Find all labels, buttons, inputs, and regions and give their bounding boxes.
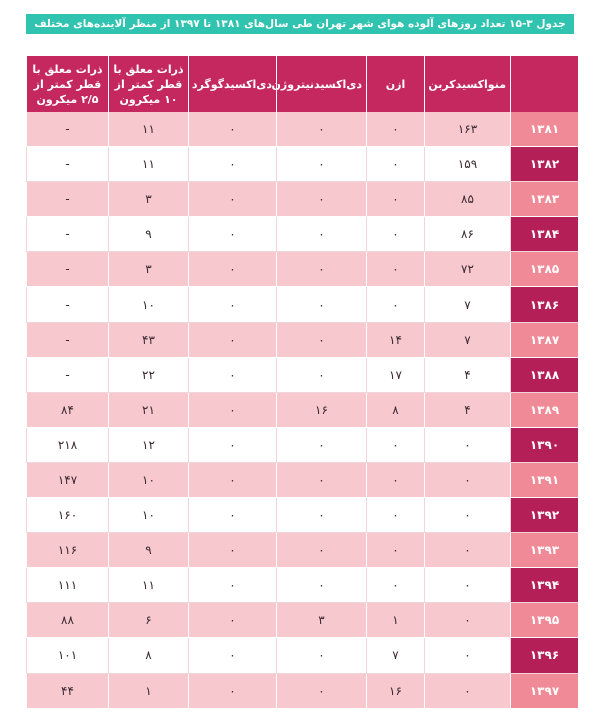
cell-no2: ۰ [276,498,366,533]
cell-no2: ۰ [276,323,366,358]
cell-pm25: ۱۱۶ [26,533,108,568]
cell-o3: ۷ [366,638,424,673]
cell-so2: ۰ [188,568,276,603]
cell-no2: ۰ [276,217,366,252]
year-cell: ۱۳۸۷ [510,323,578,358]
cell-so2: ۰ [188,674,276,709]
cell-no2: ۰ [276,674,366,709]
cell-so2: ۰ [188,638,276,673]
cell-no2: ۱۶ [276,393,366,428]
cell-co: ۸۶ [424,217,510,252]
cell-pm25: ۲۱۸ [26,428,108,463]
cell-co: ۸۵ [424,182,510,217]
cell-pm25: ۱۶۰ [26,498,108,533]
cell-co: ۱۶۳ [424,112,510,147]
year-cell: ۱۳۹۲ [510,498,578,533]
cell-pm10: ۴۳ [108,323,188,358]
year-cell: ۱۳۹۰ [510,428,578,463]
table-row [26,533,578,568]
cell-pm10: ۳ [108,182,188,217]
cell-pm10: ۲۲ [108,358,188,393]
cell-o3: ۱۷ [366,358,424,393]
table-row [26,358,578,393]
cell-pm10: ۱۲ [108,428,188,463]
cell-co: ۰ [424,533,510,568]
cell-pm25: ۸۸ [26,603,108,638]
cell-pm25: ۱۴۷ [26,463,108,498]
cell-pm10: ۱۰ [108,463,188,498]
cell-pm25: - [26,147,108,182]
table-row [26,498,578,533]
cell-no2: ۰ [276,252,366,287]
cell-no2: ۰ [276,358,366,393]
cell-co: ۴ [424,358,510,393]
cell-o3: ۰ [366,217,424,252]
cell-pm10: ۱۱ [108,147,188,182]
cell-co: ۰ [424,603,510,638]
year-cell: ۱۳۸۳ [510,182,578,217]
cell-pm10: ۱۱ [108,112,188,147]
table-row [26,323,578,358]
table-row [26,463,578,498]
cell-co: ۰ [424,674,510,709]
year-cell: ۱۳۸۸ [510,358,578,393]
cell-so2: ۰ [188,603,276,638]
cell-pm25: - [26,112,108,147]
cell-no2: ۰ [276,428,366,463]
cell-no2: ۰ [276,287,366,322]
table-row [26,112,578,147]
cell-pm10: ۹ [108,217,188,252]
cell-no2: ۰ [276,112,366,147]
cell-so2: ۰ [188,393,276,428]
cell-pm10: ۶ [108,603,188,638]
cell-so2: ۰ [188,252,276,287]
cell-pm25: ۴۴ [26,674,108,709]
cell-pm10: ۱۰ [108,287,188,322]
cell-co: ۰ [424,498,510,533]
cell-pm10: ۲۱ [108,393,188,428]
cell-pm10: ۱۰ [108,498,188,533]
cell-pm25: - [26,217,108,252]
year-cell: ۱۳۸۲ [510,147,578,182]
cell-o3: ۰ [366,568,424,603]
table-row [26,638,578,673]
table-row [26,428,578,463]
year-cell: ۱۳۹۱ [510,463,578,498]
year-cell: ۱۳۸۶ [510,287,578,322]
table-row [26,182,578,217]
cell-no2: ۰ [276,568,366,603]
cell-pm10: ۹ [108,533,188,568]
header-row [26,56,578,112]
cell-so2: ۰ [188,428,276,463]
cell-pm25: - [26,182,108,217]
cell-so2: ۰ [188,463,276,498]
cell-pm25: - [26,252,108,287]
cell-o3: ۰ [366,112,424,147]
cell-o3: ۰ [366,252,424,287]
cell-co: ۴ [424,393,510,428]
cell-pm25: - [26,287,108,322]
cell-o3: ۰ [366,182,424,217]
year-cell: ۱۳۹۶ [510,638,578,673]
cell-so2: ۰ [188,533,276,568]
cell-pm10: ۸ [108,638,188,673]
header-so2: دی‌اکسیدگوگرد [188,56,276,112]
header-co: منواکسیدکربن [424,56,510,112]
year-cell: ۱۳۹۵ [510,603,578,638]
cell-no2: ۰ [276,463,366,498]
cell-o3: ۰ [366,428,424,463]
header-no2: دی‌اکسیدنیتروژن [276,56,366,112]
header-year-corner [510,56,578,112]
table-row [26,147,578,182]
cell-pm10: ۱ [108,674,188,709]
cell-so2: ۰ [188,217,276,252]
cell-co: ۷ [424,323,510,358]
cell-co: ۷ [424,287,510,322]
header-pm10: ذرات معلق با قطر کمتر از ۱۰ میکرون [108,56,188,112]
year-cell: ۱۳۹۳ [510,533,578,568]
cell-so2: ۰ [188,323,276,358]
cell-co: ۰ [424,638,510,673]
cell-o3: ۱ [366,603,424,638]
cell-o3: ۰ [366,498,424,533]
cell-pm25: ۸۴ [26,393,108,428]
cell-co: ۷۲ [424,252,510,287]
cell-no2: ۰ [276,182,366,217]
year-cell: ۱۳۹۷ [510,674,578,709]
cell-so2: ۰ [188,182,276,217]
pollution-days-table [26,56,578,709]
cell-o3: ۱۶ [366,674,424,709]
table-caption: جدول ۳-۱۵ تعداد روزهای آلوده هوای شهر تهران طی سال‌های ۱۳۸۱ تا ۱۳۹۷ از منظر آلاینده‌های مختلف [26,14,573,34]
cell-pm25: ۱۰۱ [26,638,108,673]
cell-o3: ۰ [366,287,424,322]
cell-so2: ۰ [188,287,276,322]
cell-o3: ۱۴ [366,323,424,358]
cell-no2: ۰ [276,533,366,568]
cell-pm25: - [26,358,108,393]
year-cell: ۱۳۸۴ [510,217,578,252]
cell-o3: ۰ [366,533,424,568]
cell-so2: ۰ [188,498,276,533]
cell-no2: ۰ [276,638,366,673]
cell-co: ۰ [424,568,510,603]
table-row [26,393,578,428]
cell-o3: ۰ [366,147,424,182]
year-cell: ۱۳۸۵ [510,252,578,287]
cell-co: ۰ [424,463,510,498]
cell-so2: ۰ [188,147,276,182]
header-o3: ازن [366,56,424,112]
cell-so2: ۰ [188,112,276,147]
table-body [26,112,578,709]
cell-co: ۱۵۹ [424,147,510,182]
table-row [26,252,578,287]
table-row [26,287,578,322]
cell-no2: ۳ [276,603,366,638]
cell-o3: ۰ [366,463,424,498]
caption-wrap [0,14,600,34]
table-row [26,217,578,252]
year-cell: ۱۳۸۹ [510,393,578,428]
cell-co: ۰ [424,428,510,463]
cell-o3: ۸ [366,393,424,428]
table-row [26,674,578,709]
cell-pm10: ۱۱ [108,568,188,603]
table-row [26,603,578,638]
header-pm25: ذرات معلق با قطر کمتر از ۲/۵ میکرون [26,56,108,112]
cell-pm25: ۱۱۱ [26,568,108,603]
cell-pm25: - [26,323,108,358]
cell-pm10: ۳ [108,252,188,287]
year-cell: ۱۳۸۱ [510,112,578,147]
cell-no2: ۰ [276,147,366,182]
cell-so2: ۰ [188,358,276,393]
table-row [26,568,578,603]
year-cell: ۱۳۹۴ [510,568,578,603]
